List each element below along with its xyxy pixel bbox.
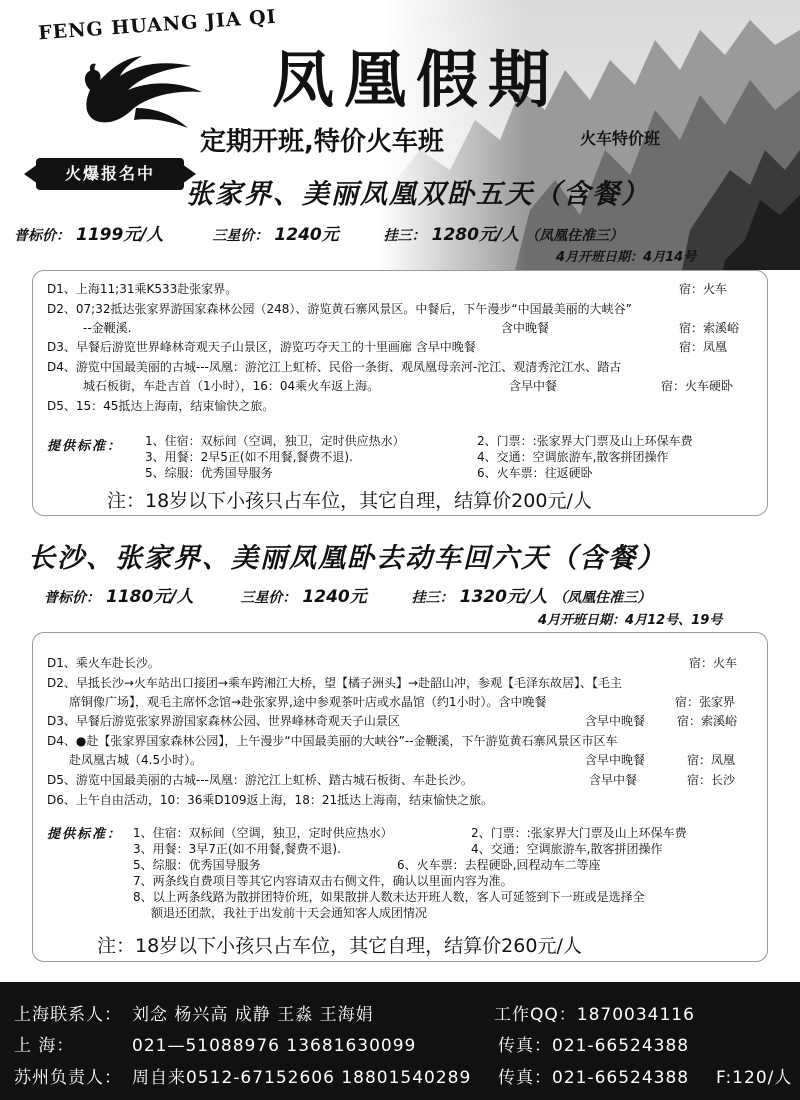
route1-day4-meals: 含早中餐 <box>509 379 558 393</box>
route2-itinerary-box <box>32 632 768 962</box>
route1-date <box>556 246 696 265</box>
route1-std-1: 1、住宿：双标间（空调，独卫，定时供应热水） <box>145 434 405 448</box>
route2-day5-meals: 含早中餐 <box>589 773 638 787</box>
sh-fax: 传真：021-66524388 <box>498 1036 690 1056</box>
route2-standards-label: 提供标准： <box>47 827 123 842</box>
route1-day1: D1、上海11;31乘K533赴张家界。 <box>47 282 238 296</box>
route2-std-7: 7、两条线自费项目等其它内容请双击右侧文件，确认以里面内容为准。 <box>133 874 513 888</box>
route2-day4: D4、●赴【张家界国家森林公园】，上午漫步“中国最美丽的大峡谷”--金鞭溪，下午游览黄石寨风景区市区车 <box>47 734 618 748</box>
route2-prices <box>44 582 657 607</box>
sz-contact: 周自来0512-67152606 18801540289 <box>132 1068 472 1088</box>
route1-day3: D3、早餐后游览世界峰林奇观天子山景区，游览巧夺天工的十里画廊 含早中晚餐 <box>47 340 476 354</box>
price-gua3: 1320元/人 <box>459 587 548 607</box>
work-qq: 工作QQ：1870034116 <box>494 1005 695 1025</box>
route1-day2-stay: 宿：索溪峪 <box>679 321 740 335</box>
route2-day4-stay: 宿：凤凰 <box>687 753 736 767</box>
route2-std-2: 2、门票：:张家界大门票及山上环保车费 <box>471 826 687 840</box>
route2-day2-stay: 宿：张家界 <box>675 695 736 709</box>
route2-day1-stay: 宿：火车 <box>689 656 738 670</box>
price-std: 1199元/人 <box>76 225 164 245</box>
hot-signup-badge: 火爆报名中 <box>36 158 184 190</box>
sz-fax: 传真：021-66524388 <box>498 1068 690 1088</box>
subtitle: 定期开班,特价火车班 <box>200 127 444 157</box>
route1-prices <box>14 220 629 245</box>
date-label: 4月开班日期： <box>556 250 644 265</box>
route2-std-1: 1、住宿：双标间（空调，独卫，定时供应热水） <box>133 826 393 840</box>
price-3star-label: 三星价： <box>240 590 297 606</box>
route1-std-3: 3、用餐：2早5正(如不用餐,餐费不退). <box>145 450 353 464</box>
sh-contacts-label: 上海联系人： <box>14 1005 122 1025</box>
date-value: 4月12号、19号 <box>625 613 723 628</box>
route2-date <box>538 609 722 628</box>
sh-contacts: 刘念 杨兴高 成静 王淼 王海娟 <box>132 1005 374 1025</box>
route2-day3-meals: 含早中晚餐 <box>585 714 646 728</box>
route1-day2-meals: 含中晚餐 <box>501 321 550 335</box>
price-std-label: 普标价： <box>44 590 100 606</box>
price-std: 1180元/人 <box>106 587 194 607</box>
route2-day2-cont: 席铜像广场】，观毛主席怀念馆→赴张家界,途中参观茶叶店或水晶馆（约1小时）。含中晚餐 <box>69 695 547 709</box>
price-gua3-note: （凤凰住准三） <box>525 228 624 244</box>
route2-day4-cont: 赴凤凰古城（4.5小时）。 <box>69 753 203 767</box>
route1-itinerary-box <box>32 270 768 516</box>
sz-contact-label: 苏州负责人： <box>14 1068 122 1088</box>
date-label: 4月开班日期： <box>538 613 626 628</box>
price-gua3: 1280元/人 <box>431 225 520 245</box>
route1-day3-stay: 宿：凤凰 <box>679 340 728 354</box>
sh-phones: 021—51088976 13681630099 <box>132 1036 417 1056</box>
price-gua3-label: 挂三： <box>383 228 426 244</box>
price-std-label: 普标价： <box>14 228 70 244</box>
route2-day5-stay: 宿：长沙 <box>687 773 736 787</box>
brand-name-cn: 凤凰假期 <box>272 43 561 116</box>
route1-std-6: 6、火车票：往返硬卧 <box>477 466 593 480</box>
route2-day3-stay: 宿：索溪峪 <box>677 714 738 728</box>
route2-note: 注：18岁以下小孩只占车位，其它自理，结算价260元/人 <box>97 935 582 957</box>
route1-note: 注：18岁以下小孩只占车位，其它自理，结算价200元/人 <box>107 490 592 512</box>
route2-day6: D6、上午自由活动，10：36乘D109返上海，18：21抵达上海南，结束愉快之旅。 <box>47 793 494 807</box>
brand-name-en: FENG HUANG JIA QI <box>37 5 278 45</box>
route2-std-9: 额退还团款，我社于出发前十天会通知客人成团情况 <box>151 906 428 920</box>
phoenix-logo-icon <box>62 38 212 138</box>
route2-day5: D5、游览中国最美丽的古城---凤凰：游沱江上虹桥、踏古城石板街、车赴长沙。 <box>47 773 473 787</box>
route1-title: 张家界、美丽凤凰双卧五天（含餐） <box>186 179 650 210</box>
route1-day4-cont: 城石板街，车赴吉首（1小时），16：04乘火车返上海。 <box>83 379 380 393</box>
route2-std-6: 6、火车票：去程硬卧,回程动车二等座 <box>397 858 601 872</box>
route1-day4-stay: 宿：火车硬卧 <box>661 379 734 393</box>
price-gua3-note: （凤凰住准三） <box>553 590 652 606</box>
route1-day2: D2、07;32抵达张家界游国家森林公园（248）、游览黄石寨风景区。中餐后，下午漫步“中国最美丽的大峡谷” <box>47 302 632 316</box>
route1-day1-stay: 宿：火车 <box>679 282 728 296</box>
price-3star: 1240元 <box>302 587 367 607</box>
route2-std-3: 3、用餐：3早7正(如不用餐,餐费不退). <box>133 842 341 856</box>
route1-std-5: 5、综服：优秀国导服务 <box>145 466 273 480</box>
route1-standards-label: 提供标准： <box>47 439 123 454</box>
route1-std-2: 2、门票：:张家界大门票及山上环保车费 <box>477 434 693 448</box>
subtitle-side: 火车特价班 <box>580 129 661 148</box>
route1-std-4: 4、交通：空调旅游车,散客拼团操作 <box>477 450 669 464</box>
sh-phone-label: 上 海： <box>14 1036 75 1056</box>
date-value: 4月14号 <box>643 250 697 265</box>
f-fee: F:120/人 <box>716 1068 793 1088</box>
contact-footer <box>0 982 800 1100</box>
price-gua3-label: 挂三： <box>411 590 454 606</box>
header <box>0 0 800 270</box>
route2-day2: D2、早抵长沙→火车站出口接团→乘车跨湘江大桥，望【橘子洲头】→赴韶山冲，参观【毛泽东故居】、【毛主 <box>47 676 623 690</box>
route1-day5: D5、15：45抵达上海南，结束愉快之旅。 <box>47 399 275 413</box>
route2-day4-meals: 含早中晚餐 <box>585 753 646 767</box>
route2-std-5: 5、综服：优秀国导服务 <box>133 858 261 872</box>
route2-title: 长沙、张家界、美丽凤凰卧去动车回六天（含餐） <box>28 543 666 574</box>
price-3star-label: 三星价： <box>212 228 269 244</box>
price-3star: 1240元 <box>274 225 339 245</box>
route1-day2-cont: --金鞭溪. <box>83 321 132 335</box>
route1-day4: D4、游览中国最美丽的古城---凤凰：游沱江上虹桥、民俗一条街、观凤凰母亲河-沱江、观清秀沱江水、踏古 <box>47 360 622 374</box>
route2-day1: D1、乘火车赴长沙。 <box>47 656 160 670</box>
route2-std-4: 4、交通：空调旅游车,散客拼团操作 <box>471 842 663 856</box>
route2-std-8: 8、以上两条线路为散拼团特价班，如果散拼人数未达开班人数，客人可延签到下一班或是选择全 <box>133 890 645 904</box>
route2-day3: D3、早餐后游览张家界游国家森林公园、世界峰林奇观天子山景区 <box>47 714 400 728</box>
